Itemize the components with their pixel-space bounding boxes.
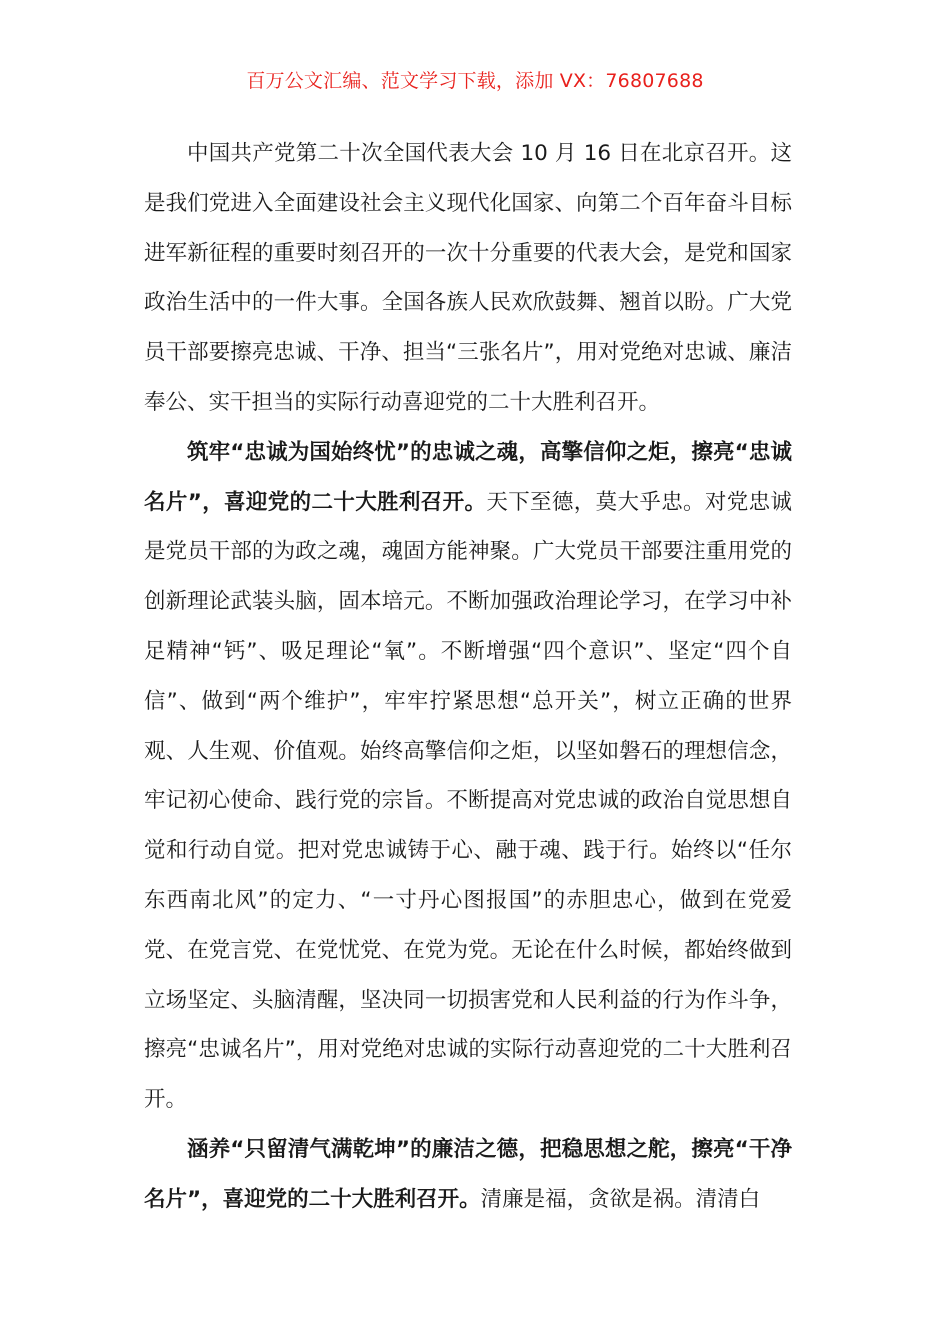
document-body [144, 129, 792, 1225]
paragraph-integrity [144, 1125, 792, 1225]
paragraph-intro [144, 129, 792, 428]
paragraph-loyalty [144, 428, 792, 1125]
paragraph-integrity-heading: 涵养“只留清气满乾坤”的廉洁之德，把稳思想之舵，擦亮“干净名片”，喜迎党的二十大胜利召开。 [144, 1136, 792, 1212]
paragraph-integrity-text: 清廉是福，贪欲是祸。清清白 [480, 1186, 761, 1212]
paragraph-loyalty-text: 天下至德，莫大乎忠。对党忠诚是党员干部的为政之魂，魂固方能神聚。广大党员干部要注重用党的创新理论武装头脑，固本培元。不断加强政治理论学习，在学习中补足精神“钙”、吸足理论“氧”。不断增强“四个意识”、坚定“四个自信”、做到“两个维护”，牢牢拧紧思想“总开关”，树立正确的世界观、人生观、价值观。始终高擎信仰之炬，以坚如磐石的理想信念，牢记初心使命、践行党的宗旨。不断提高对党忠诚的政治自觉思想自觉和行动自觉。把对党忠诚铸于心、融于魂、践于行。始终以“任尔东西南北风”的定力、“一寸丹心图报国”的赤胆忠心，做到在党爱党、在党言党、在党忧党、在党为党。无论在什么时候，都始终做到立场坚定、头脑清醒，坚决同一切损害党和人民利益的行为作斗争，擦亮“忠诚名片”，用对党绝对忠诚的实际行动喜迎党的二十大胜利召开。 [144, 489, 792, 1113]
paragraph-intro-text: 中国共产党第二十次全国代表大会 10 月 16 日在北京召开。这是我们党进入全面建设社会主义现代化国家、向第二个百年奋斗目标进军新征程的重要时刻召开的一次十分重要的代表大会，是党和国家政治生活中的一件大事。全国各族人民欢欣鼓舞、翘首以盼。广大党员干部要擦亮忠诚、干净、担当“三张名片”，用对党绝对忠诚、廉洁奉公、实干担当的实际行动喜迎党的二十大胜利召开。 [144, 141, 792, 415]
paragraph-loyalty-heading: 筑牢“忠诚为国始终忧”的忠诚之魂，高擎信仰之炬，擦亮“忠诚名片”，喜迎党的二十大胜利召开。 [144, 439, 792, 515]
page-header-watermark: 百万公文汇编、范文学习下载，添加 VX：76807688 [246, 70, 704, 92]
